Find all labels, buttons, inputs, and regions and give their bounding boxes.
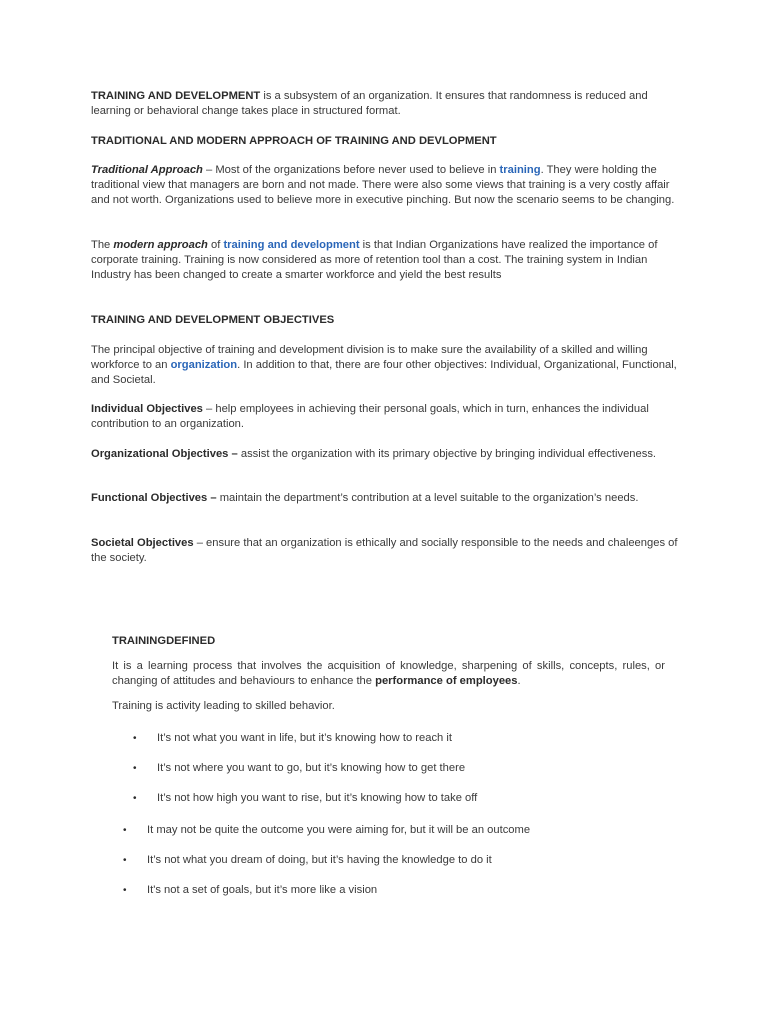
traditional-paragraph [91,163,681,208]
list-item-text: It's not a set of goals, but it’s more like a vision [147,884,378,896]
bullet-icon: • [133,733,137,744]
bullet-icon: • [123,825,127,836]
bullet-icon: • [123,855,127,866]
societal-text: – ensure that an organization is ethically and socially responsible to the needs and chaleenges of the society. [91,537,678,564]
list-item-text: It’s not what you dream of doing, but it’s having the knowledge to do it [147,854,492,866]
training-activity-sentence: Training is activity leading to skilled behavior. [112,700,335,712]
list-item [133,761,465,776]
modern-text-0: The [91,239,114,251]
modern-text-1: of [207,239,224,251]
functional-text: maintain the department’s contribution at a level suitable to the organization’s needs. [216,492,639,504]
modern-paragraph [91,238,681,283]
defined-text-2: . [517,675,521,687]
list-item [133,731,452,746]
list-item [123,823,530,838]
traditional-text-1: – Most of the organizations before never used to believe in [202,164,500,176]
intro-bold-term: TRAINING AND DEVELOPMENT [91,90,261,102]
functional-objectives [91,491,681,506]
principal-paragraph [91,343,681,388]
modern-label: modern approach [113,239,208,251]
list-item-text: It may not be quite the outcome you were aiming for, but it will be an outcome [147,824,531,836]
bullet-icon: • [123,885,127,896]
performance-bold: performance of employees [375,675,518,687]
societal-label: Societal Objectives [91,537,194,549]
principal-text-1: The principal objective of training and development division is to make sure the availability of a skilled and willing workforce to an [91,344,648,371]
list-item [133,791,477,806]
organization-link[interactable]: organization [170,359,238,371]
modern-text-2: is that Indian Organizations have realized the importance of corporate training. Training is now considered as more of retention tool than a cost. The training system in Indian Industry has been changed to create a smarter workforce and yield the best results [91,239,658,281]
training-defined-paragraph [112,659,665,689]
list-item-text: It’s not what you want in life, but it’s knowing how to reach it [157,732,452,744]
bullet-icon: • [133,763,137,774]
functional-label: Functional Objectives – [91,492,217,504]
bullet-icon: • [133,793,137,804]
organizational-objectives [91,447,681,462]
traditional-label: Traditional Approach [91,164,203,176]
defined-text-1: It is a learning process that involves the acquisition of knowledge, sharpening of skills, concepts, rules, or changing of attitudes and behaviours to enhance the [112,660,665,687]
individual-label: Individual Objectives [91,403,203,415]
list-item-text: It’s not where you want to go, but it’s knowing how to get there [157,762,466,774]
list-item [123,853,492,868]
training-and-development-link[interactable]: training and development [223,239,360,251]
training-defined-heading: TRAININGDEFINED [112,635,216,647]
list-item [123,883,377,898]
heading-objectives: TRAINING AND DEVELOPMENT OBJECTIVES [91,314,335,326]
traditional-text-2: . They were holding the traditional view that managers are born and not made. There were also some views that training is a very costly affair and not worth. Organizations used to believe more in executive pinching. But now the scenario seems to be changing. [91,164,675,206]
individual-objectives [91,402,681,432]
heading-approach: TRADITIONAL AND MODERN APPROACH OF TRAINING AND DEVLOPMENT [91,135,497,147]
intro-text: is a subsystem of an organization. It ensures that randomness is reduced and learning or behavioral change takes place in structured format. [91,90,648,117]
societal-objectives [91,536,681,566]
list-item-text: It’s not how high you want to rise, but it’s knowing how to take off [157,792,478,804]
individual-text: – help employees in achieving their personal goals, which in turn, enhances the individual contribution to an organization. [91,403,649,430]
principal-text-2: . In addition to that, there are four other objectives: Individual, Organizational, Functional, and Societal. [91,359,677,386]
organizational-label: Organizational Objectives – [91,448,238,460]
training-link[interactable]: training [499,164,541,176]
organizational-text: assist the organization with its primary objective by bringing individual effectiveness. [237,448,657,460]
intro-paragraph [91,89,681,119]
